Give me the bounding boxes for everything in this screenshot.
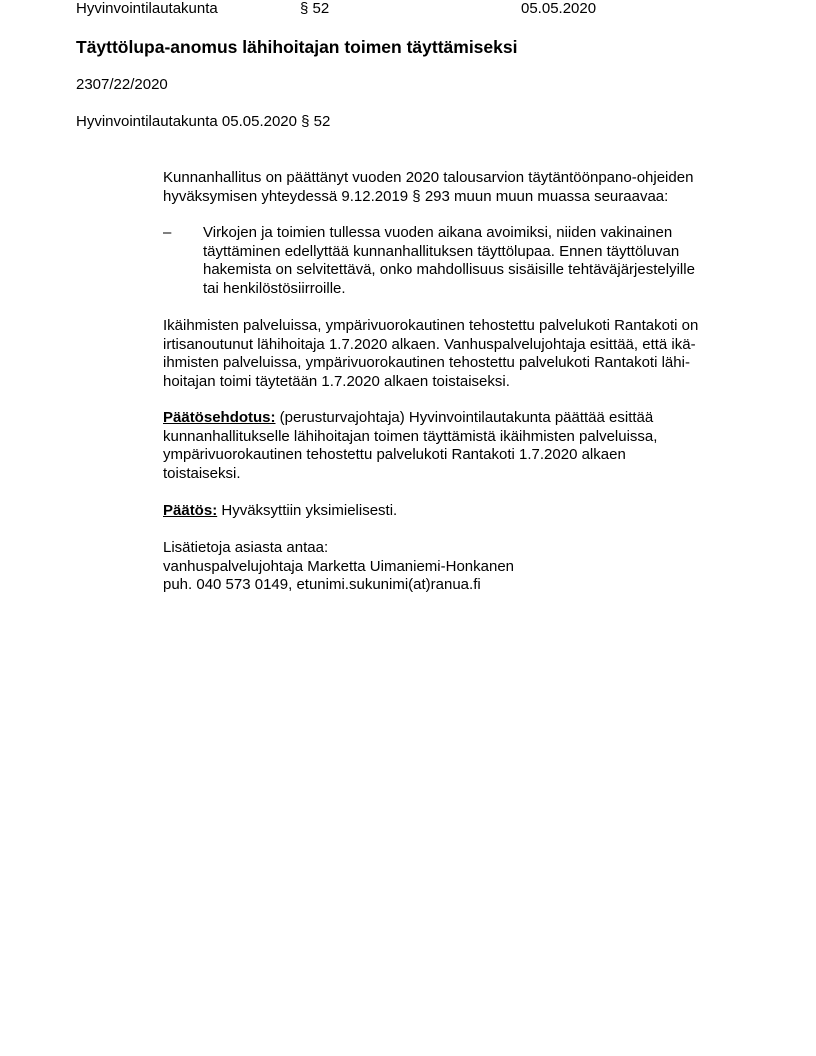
text-line: hoitajan toimi täytetään 1.7.2020 alkaen toistaiseksi. [163, 372, 510, 390]
header-date: 05.05.2020 [521, 0, 597, 17]
text-line: toistaiseksi. [163, 464, 241, 482]
text-line: Lisätietoja asiasta antaa: [163, 539, 329, 556]
text-line: kunnanhallitukselle lähihoitajan toimen täyttämistä ikäihmisten palveluissa, [163, 427, 658, 445]
text-line: Ikäihmisten palveluissa, ympärivuorokautinen tehostettu palvelukoti Rantakoti on [163, 317, 699, 334]
bullet-dash: – [163, 224, 172, 241]
meeting-reference: Hyvinvointilautakunta 05.05.2020 § 52 [76, 113, 331, 130]
text-line: täyttäminen edellyttää kunnanhallituksen täyttölupaa. Ennen täyttöluvan [203, 242, 680, 260]
text-line: hakemista on selvitettävä, onko mahdollisuus sisäisille tehtäväjärjestelyille [203, 261, 695, 279]
decision-paragraph [163, 502, 397, 521]
background-paragraph [163, 317, 698, 391]
text-line: Virkojen ja toimien tullessa vuoden aikana avoimiksi, niiden vakinainen [203, 224, 673, 241]
text-line: irtisanoutunut lähihoitaja 1.7.2020 alkaen. Vanhuspalvelujohtaja esittää, että ikä- [163, 335, 696, 353]
header-section: § 52 [300, 0, 330, 17]
bullet-item [163, 224, 763, 298]
text-line: ihmisten palveluissa, ympärivuorokautinen tehostettu palvelukoti Rantakoti lähi- [163, 354, 690, 372]
decision-text: Hyväksyttiin yksimielisesti. [217, 502, 398, 519]
contact-info [163, 539, 514, 595]
header-board: Hyvinvointilautakunta [76, 0, 218, 17]
document-title: Täyttölupa-anomus lähihoitajan toimen täyttämiseksi [76, 37, 518, 57]
text-line: Kunnanhallitus on päättänyt vuoden 2020 talousarvion täytäntöönpano-ohjeiden [163, 169, 694, 186]
text-line: vanhuspalvelujohtaja Marketta Uimaniemi-Honkanen [163, 557, 515, 575]
text-line: puh. 040 573 0149, etunimi.sukunimi(at)ranua.fi [163, 576, 481, 594]
decision-label: Päätös: [163, 502, 218, 519]
proposal-label: Päätösehdotus: [163, 409, 276, 426]
text-line: ympärivuorokautinen tehostettu palvelukoti Rantakoti 1.7.2020 alkaen [163, 446, 626, 464]
proposal-paragraph [163, 409, 657, 483]
text-line: hyväksymisen yhteydessä 9.12.2019 § 293 muun muun muassa seuraavaa: [163, 187, 669, 205]
case-number: 2307/22/2020 [76, 76, 168, 93]
intro-paragraph [163, 169, 693, 206]
text-line: tai henkilöstösiirroille. [203, 279, 346, 297]
proposal-text: (perusturvajohtaja) Hyvinvointilautakunta päättää esittää [275, 409, 654, 426]
